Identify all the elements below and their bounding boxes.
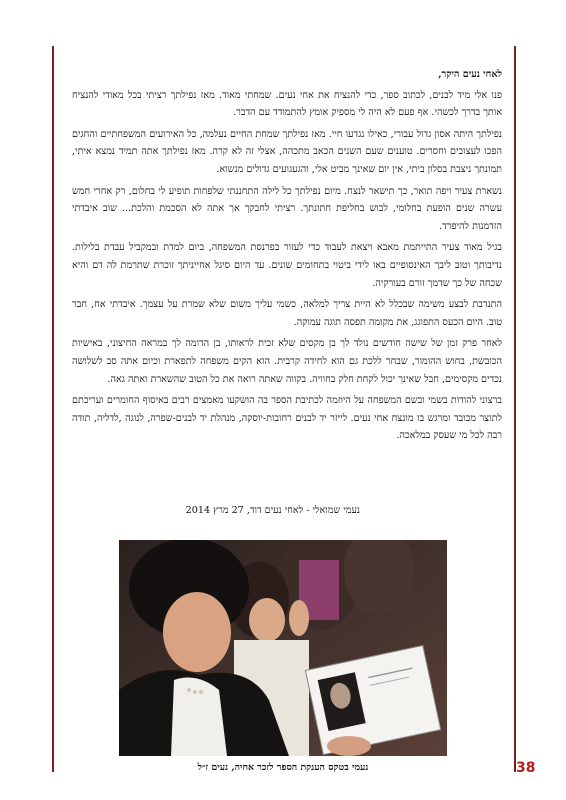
paragraph-1: פנו אלי מיד לבנים, לכתוב ספר, כדי להנציח את אחי נעים. שמחתי מאוד. מאז נפילתך רציתי בכל מאודי להנציח אותך בדרך לכשהי. אף פעם לא היה לי מספיק אומץ להתמודד עם הדבר.	[72, 89, 502, 119]
paragraph-6: לאחר פרק זמן של שישה חודשים נולד לך בן מקסים שלא זכית לראותו, בן הדומה לך במראה החיצוני, באישיות הכובשת, בחוש ההומור, שבחר ללכת גם הוא לחידה קרבית. הוא הקים משפחה לתפארת וכיום אתה סב לשלושה נכדים מקסימים, חבל שאינך יכול לקחת חלק בחוויה. בקווה שאתה רואה את כל הטוב שהשארת ואתה גאה.	[72, 338, 502, 385]
paragraph-3: נשארת צעיר ויפה תואר, כך תישאר לנצח. מיום נפילתך כל לילה התחננתי שלפחות תופיע לי בחלום, רק אחרי חמש עשרה שנים הופעת בחלומי, לבוש בחליפת חתונתך. רציתי לחבקך אך אתה לא הסכמת והלכת... שוב איבדתי הזדמנות להיפרד.	[72, 185, 502, 232]
paragraph-5: התנדבת לבצע משימה שבכלל לא היית צריך למלאה, כשמי עליך משום שלא שמרת על עצמך. איבדתי אח, חבר טוב. היום הכעס התפוגג, את מקומה תפסה תוגה עמוקה.	[72, 299, 502, 328]
page-number: 38	[516, 760, 536, 776]
photo-caption: נעמי בטקס הענקת הספר לזכר אחיה, נעים ז״ל	[197, 762, 369, 773]
ceremony-photo	[119, 540, 447, 756]
greeting: לאחי נעים היקר,	[438, 69, 502, 80]
paragraph-7: ברצוני להודות בשמי ובשם המשפחה על היוזמה לכתיבת הספר בה הושקעו מאמצים רבים באיסוף החומרים ועריכתם לתוצר מכובד ומרגש בו מונצח אחי נעים. לייזר יד לבנים רחובות-יוסקה, מנהלת יד לבנים-שפרה, לנוגה ,לדליה, תודה רבה לכל מי שעסק במלאכה.	[72, 395, 502, 442]
paragraph-2: נפילתך היתה אסון גדול עבורי, כאילו נגדעו חיי. מאז נפילתך שמחת החיים נעלמה, כל האירועים המשפחתיים והחגים הפכו לעצובים וחסרים. טוענים שעם השנים הכאב מתכהה, אצלי זה לא קרה. מאז נפילתך אתה תמיד נמצא איתי, תמונתך ניצבת בסלון ביתי, אין יום שאינך מביט אלי, והגעגועים גדולים מנשוא.	[72, 128, 502, 175]
article-body	[72, 66, 502, 449]
right-margin-rule	[514, 46, 516, 772]
signature-line: נעמי שמואלי - לאחי נעים דוד, 27 מרץ 2014	[185, 505, 360, 516]
left-margin-rule	[52, 46, 54, 772]
paragraph-4: בגיל מאוד צעיר התייתמת מאבא ויצאת לעבוד כדי לעזור בפרנסת המשפחה, ביום למדת ובמקביל עבדת בלילות. נדיבותך וטוב ליבך האינסופיים באו לידי ביטוי בתחומים שונים. עד היום סיגל אחייניתך זוכרת שתרמת לה דם והיא שכחה של כך שדמך זורם בעורקיה.	[72, 242, 502, 289]
